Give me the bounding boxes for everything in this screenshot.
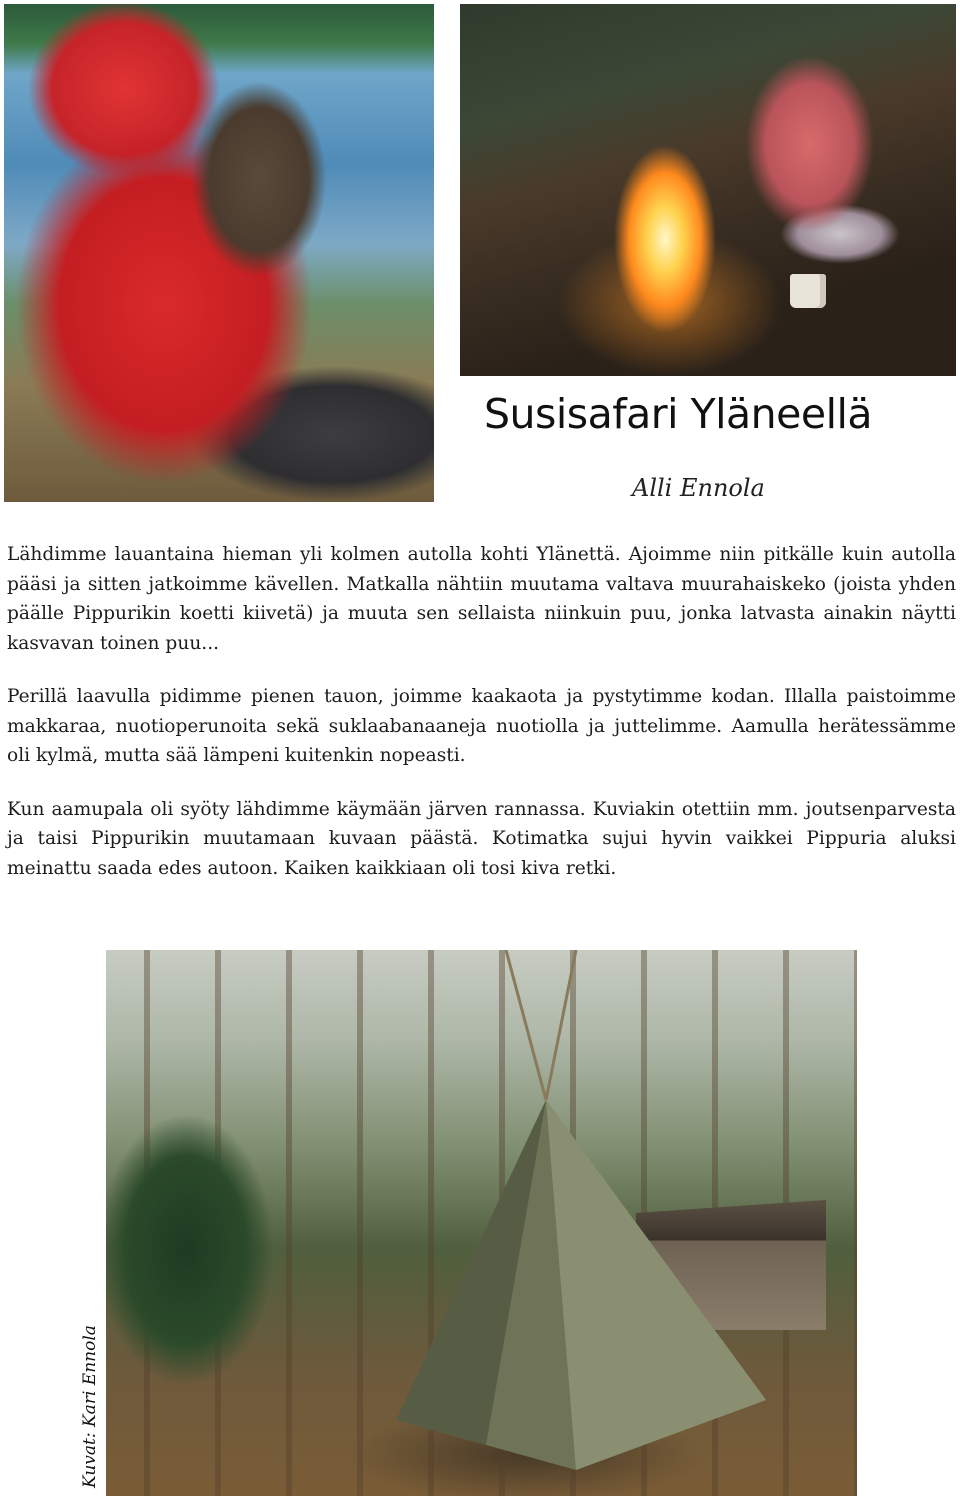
photo-credit: Kuvat: Kari Ennola (80, 1325, 100, 1488)
article-author: Alli Ennola (632, 474, 765, 502)
paragraph-2: Perillä laavulla pidimme pienen tauon, joimme kaakaota ja pystytimme kodan. Illalla paistoimme makkaraa, nuotioperunoita sekä suklaabanaaneja nuotiolla ja juttelimme. Aamulla herätessämme oli kylmä, mutta sää lämpeni kuitenkin nopeasti. (7, 686, 956, 766)
paragraph-1: Lähdimme lauantaina hieman yli kolmen autolla kohti Ylänettä. Ajoimme niin pitkälle kuin autolla pääsi ja sitten jatkoimme kävellen. Matkalla nähtiin muutama valtava muurahaiskeko (joista yhden päälle Pippurikin koetti kiivetä) ja muuta sen sellaista niinkuin puu, jonka latvasta ainakin näytti kasvavan toinen puu... (7, 544, 956, 654)
photo-person-with-dog (4, 4, 434, 502)
article-body (7, 540, 956, 907)
kota-tent-shape (106, 950, 857, 1496)
article-title: Susisafari Yläneellä (484, 390, 872, 438)
photo-campfire-in-tent (460, 4, 956, 376)
photo-tent-in-forest (106, 950, 857, 1496)
mug-shape (790, 274, 826, 308)
paragraph-3: Kun aamupala oli syöty lähdimme käymään järven rannassa. Kuviakin otettiin mm. joutsenparvesta ja taisi Pippurikin muutamaan kuvaan päästä. Kotimatka sujui hyvin vaikkei Pippuria aluksi meinattu saada edes autoon. Kaiken kaikkiaan oli tosi kiva retki. (7, 798, 956, 879)
